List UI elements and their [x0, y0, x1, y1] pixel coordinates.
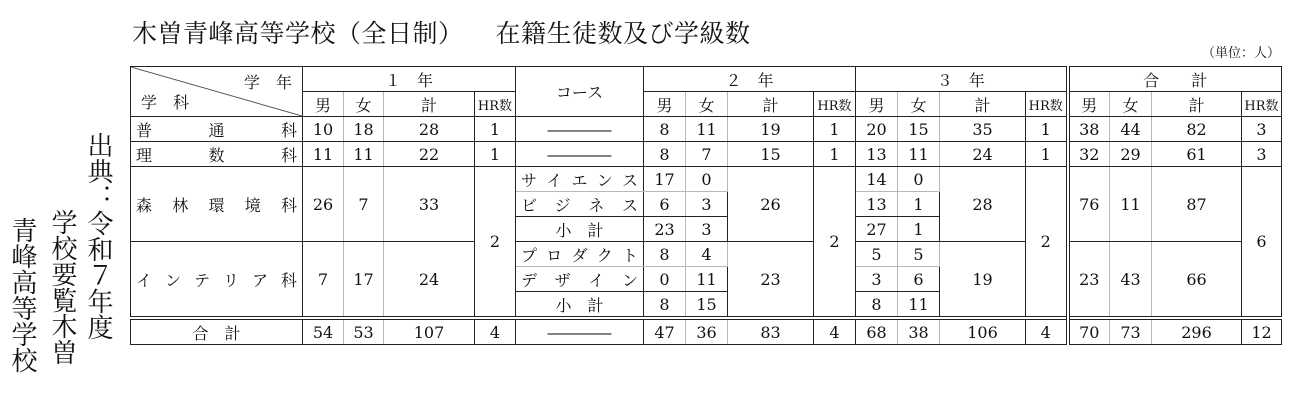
- cell: 15: [686, 292, 728, 319]
- cell: 33: [384, 167, 475, 242]
- cell: 44: [1110, 117, 1152, 142]
- cell: 47: [644, 318, 686, 345]
- cell: 1: [1026, 142, 1068, 167]
- cell: 11: [686, 117, 728, 142]
- cell: 4: [1026, 318, 1068, 345]
- cell: 3: [686, 192, 728, 217]
- cell: 19: [940, 242, 1026, 319]
- dept-name-futsu: 普 通 科: [131, 117, 303, 142]
- cell: 1: [475, 142, 516, 167]
- cell: 6: [644, 192, 686, 217]
- cell: 13: [856, 192, 898, 217]
- g2-sum-header: 計: [728, 92, 814, 117]
- header-row-2: [131, 92, 1282, 117]
- cell: 32: [1068, 142, 1110, 167]
- cell: 0: [898, 167, 940, 192]
- dept-name-risu: 理 数 科: [131, 142, 303, 167]
- cell: 17: [644, 167, 686, 192]
- g1-sum-header: 計: [384, 92, 475, 117]
- cell: 8: [644, 142, 686, 167]
- cell: 82: [1152, 117, 1242, 142]
- cell: 38: [898, 318, 940, 345]
- grade3-header: ３ 年: [856, 67, 1068, 92]
- cell: 15: [728, 142, 814, 167]
- source-line-3: 青峰高等学校: [7, 217, 37, 373]
- course-subtotal: 小 計: [516, 217, 644, 242]
- cell: 28: [940, 167, 1026, 242]
- course-dash: ――――: [516, 117, 644, 142]
- cell: 7: [686, 142, 728, 167]
- cell: 38: [1068, 117, 1110, 142]
- g3-female-header: 女: [898, 92, 940, 117]
- table-row: [131, 242, 1282, 267]
- cell-hr-g3: 2: [1026, 167, 1068, 319]
- cell: 12: [1242, 318, 1282, 345]
- tot-sum-header: 計: [1152, 92, 1242, 117]
- total-row: [131, 318, 1282, 345]
- cell: 11: [1110, 167, 1152, 242]
- cell: 23: [728, 242, 814, 319]
- table-row: [131, 117, 1282, 142]
- tot-hr-header: HR数: [1242, 92, 1282, 117]
- source-line-1: 出典：令和７年度: [83, 132, 113, 340]
- g2-female-header: 女: [686, 92, 728, 117]
- grade1-header: １ 年: [303, 67, 516, 92]
- cell: 11: [898, 292, 940, 319]
- cell: 8: [856, 292, 898, 319]
- cell-hr-g1: 2: [475, 167, 516, 319]
- course-science: サ イ エ ン ス: [516, 167, 644, 192]
- tot-female-header: 女: [1110, 92, 1152, 117]
- cell: 1: [1026, 117, 1068, 142]
- enrollment-table: [130, 66, 1282, 345]
- page-title: [132, 14, 751, 50]
- dept-name-shinrin: 森 林 環 境 科: [131, 167, 303, 242]
- header-row-1: [131, 67, 1282, 92]
- course-business: ビ ジ ネ ス: [516, 192, 644, 217]
- course-header: コース: [516, 67, 644, 117]
- course-design: デ ザ イ ン: [516, 267, 644, 292]
- cell: 1: [898, 217, 940, 242]
- cell: 35: [940, 117, 1026, 142]
- cell-hr-g2: 2: [814, 167, 856, 319]
- cell: 11: [898, 142, 940, 167]
- cell: 22: [384, 142, 475, 167]
- cell: 24: [384, 242, 475, 319]
- source-line-2: 学校要覧木曽: [47, 209, 77, 365]
- cell: 43: [1110, 242, 1152, 319]
- total-label: 合 計: [131, 318, 303, 345]
- cell: 83: [728, 318, 814, 345]
- cell: 11: [344, 142, 384, 167]
- cell: 0: [686, 167, 728, 192]
- cell: 10: [303, 117, 344, 142]
- total-header: 合 計: [1068, 67, 1282, 92]
- course-subtotal: 小 計: [516, 292, 644, 319]
- grade2-header: ２ 年: [644, 67, 856, 92]
- grade-header-label: 学 年: [243, 73, 292, 92]
- cell: 18: [344, 117, 384, 142]
- cell: 14: [856, 167, 898, 192]
- cell: 68: [856, 318, 898, 345]
- cell: 13: [856, 142, 898, 167]
- course-product: プ ロ ダ ク ト: [516, 242, 644, 267]
- g3-hr-header: HR数: [1026, 92, 1068, 117]
- cell: 1: [475, 117, 516, 142]
- cell: 23: [644, 217, 686, 242]
- cell: 8: [644, 292, 686, 319]
- cell: 4: [686, 242, 728, 267]
- cell: 3: [686, 217, 728, 242]
- cell: 5: [856, 242, 898, 267]
- diagonal-header-cell: [131, 67, 303, 117]
- table-subtitle: 在籍生徒数及び学級数: [495, 19, 751, 48]
- cell: 29: [1110, 142, 1152, 167]
- g2-male-header: 男: [644, 92, 686, 117]
- cell: 4: [814, 318, 856, 345]
- cell: 4: [475, 318, 516, 345]
- department-header-label: 学 科: [141, 93, 190, 112]
- table-row: [131, 167, 1282, 192]
- cell: 106: [940, 318, 1026, 345]
- cell: 53: [344, 318, 384, 345]
- course-dash: ――――: [516, 318, 644, 345]
- g2-hr-header: HR数: [814, 92, 856, 117]
- g1-female-header: 女: [344, 92, 384, 117]
- cell: 3: [1242, 117, 1282, 142]
- cell: 28: [384, 117, 475, 142]
- g1-male-header: 男: [303, 92, 344, 117]
- g3-male-header: 男: [856, 92, 898, 117]
- school-name: 木曽青峰高等学校（全日制）: [132, 19, 464, 48]
- cell: 23: [1068, 242, 1110, 319]
- cell: 76: [1068, 167, 1110, 242]
- cell: 87: [1152, 167, 1242, 242]
- cell: 19: [728, 117, 814, 142]
- cell: 1: [898, 192, 940, 217]
- table-row: [131, 142, 1282, 167]
- dept-name-interior: イ ン テ リ ア 科: [131, 242, 303, 319]
- cell: 66: [1152, 242, 1242, 319]
- cell: 6: [898, 267, 940, 292]
- cell: 7: [303, 242, 344, 319]
- cell: 54: [303, 318, 344, 345]
- cell: 26: [303, 167, 344, 242]
- cell: 5: [898, 242, 940, 267]
- cell: 36: [686, 318, 728, 345]
- cell: 17: [344, 242, 384, 319]
- cell: 296: [1152, 318, 1242, 345]
- g3-sum-header: 計: [940, 92, 1026, 117]
- tot-male-header: 男: [1068, 92, 1110, 117]
- cell: 73: [1110, 318, 1152, 345]
- cell: 8: [644, 117, 686, 142]
- course-dash: ――――: [516, 142, 644, 167]
- cell: 70: [1068, 318, 1110, 345]
- g1-hr-header: HR数: [475, 92, 516, 117]
- cell: 7: [344, 167, 384, 242]
- cell: 1: [814, 142, 856, 167]
- cell: 11: [686, 267, 728, 292]
- cell: 61: [1152, 142, 1242, 167]
- cell: 0: [644, 267, 686, 292]
- cell: 24: [940, 142, 1026, 167]
- cell: 107: [384, 318, 475, 345]
- cell: 3: [1242, 142, 1282, 167]
- cell: 3: [856, 267, 898, 292]
- cell: 8: [644, 242, 686, 267]
- cell: 20: [856, 117, 898, 142]
- unit-note: （単位：人）: [1201, 46, 1280, 61]
- cell: 1: [814, 117, 856, 142]
- cell: 15: [898, 117, 940, 142]
- cell: 26: [728, 167, 814, 242]
- cell-hr-tot: 6: [1242, 167, 1282, 319]
- cell: 27: [856, 217, 898, 242]
- cell: 11: [303, 142, 344, 167]
